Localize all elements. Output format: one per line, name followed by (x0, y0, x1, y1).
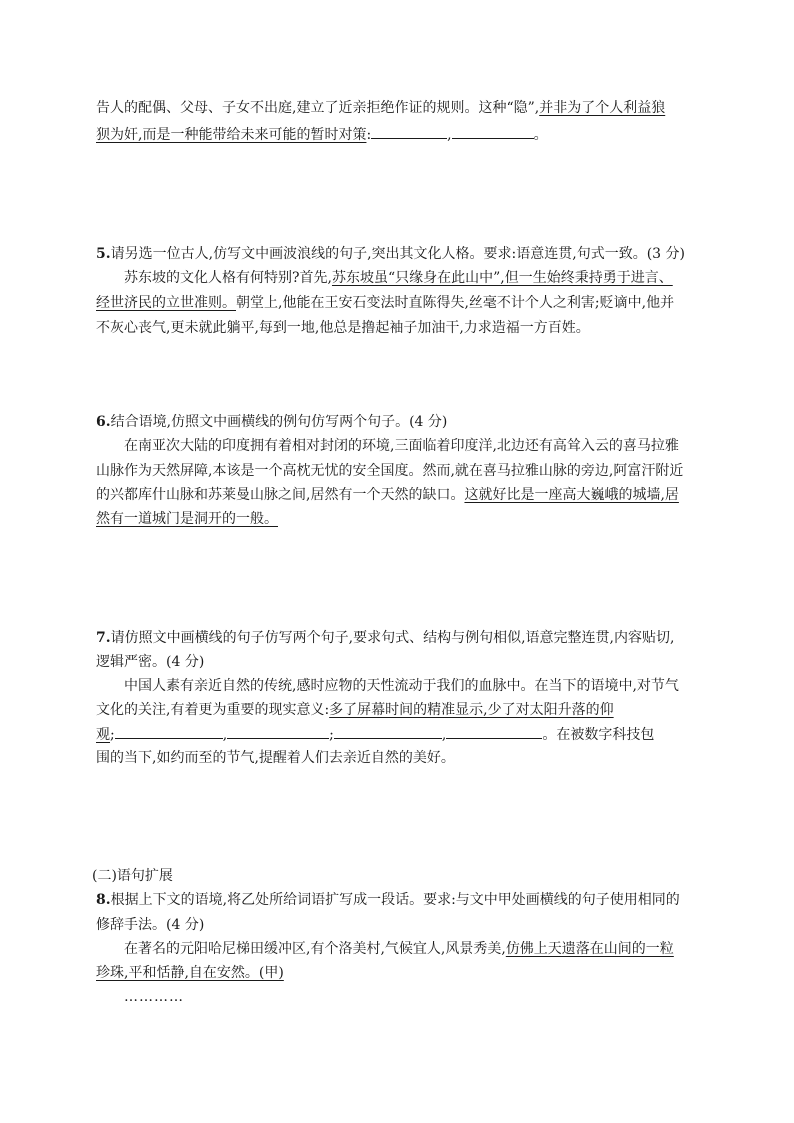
q8-prompt-text: 根据上下文的语境,将乙处所给词语扩写成一段话。要求:与文中甲处画横线的句子使用相同的 (110, 892, 680, 908)
section-title-text: (二)语句扩展 (92, 868, 173, 884)
passage4-line1 (96, 98, 665, 118)
q7-prompt-line1 (96, 628, 674, 648)
q8-prompt-text: 修辞手法。(4 分) (96, 917, 205, 933)
passage4-colon: : (366, 127, 372, 143)
q7-semicolon: ; (110, 727, 115, 743)
q5-line2 (96, 293, 674, 313)
q6-underlined-text: 然有一道城门是洞开的一般。 (96, 511, 278, 527)
q6-line4 (96, 509, 278, 529)
q5-line3 (96, 318, 590, 338)
q8-ellipsis: ………… (124, 989, 184, 1005)
q6-line2 (96, 461, 683, 481)
q6-underlined-text: 这就好比是一座高大巍峨的城墙,居 (464, 487, 679, 503)
q6-number: 6. (96, 414, 111, 430)
q5-wavy-underlined-text: 苏东坡虽“只缘身在此山中”,但一生始终秉持勇于进言、 (331, 270, 673, 286)
q7-prompt-text: 逻辑严密。(4 分) (96, 654, 205, 670)
q7-underlined-text: 多了屏幕时间的精准显示,少了对太阳升落的仰 (329, 702, 614, 718)
q8-prompt-line1 (96, 890, 680, 910)
q8-number: 8. (96, 892, 111, 908)
q7-underlined-text: 观 (96, 727, 110, 743)
q5-text: 朝堂上,他能在王安石变法时直陈得失,丝毫不计个人之利害;贬谪中,他并 (236, 295, 675, 311)
section-title (92, 866, 173, 886)
q7-prompt-text: 请仿照文中画横线的句子仿写两个句子,要求句式、结构与例句相似,语意完整连贯,内容贴切, (110, 630, 675, 646)
q5-prompt (96, 244, 685, 264)
q6-text: 山脉作为天然屏障,本该是一个高枕无忧的安全国度。然而,就在喜马拉雅山脉的旁边,阿富汗附近 (96, 463, 684, 479)
q5-wavy-underlined-text: 经世济民的立世准则。 (96, 295, 236, 311)
q7-comma: , (441, 727, 447, 743)
q7-line1 (124, 676, 679, 696)
answer-blank-2[interactable] (452, 124, 534, 139)
q6-line3 (96, 485, 679, 505)
q7-text: 围的当下,如约而至的节气,提醒着人们去亲近自然的美好。 (96, 750, 455, 766)
answer-blank-4[interactable] (227, 724, 329, 739)
q8-line3 (124, 987, 184, 1007)
passage4-underlined-text: 狈为奸,而是一种能带给未来可能的暂时对策 (96, 127, 367, 143)
q8-prompt-line2 (96, 915, 204, 935)
q7-line4 (96, 748, 455, 768)
q8-line1 (124, 939, 674, 959)
q6-prompt-text: 结合语境,仿照文中画横线的例句仿写两个句子。(4 分) (110, 414, 448, 430)
answer-blank-6[interactable] (446, 724, 542, 739)
passage4-line2 (96, 124, 548, 144)
q8-text: 在著名的元阳哈尼梯田缓冲区,有个洛美村,气候宜人,风景秀美, (124, 941, 506, 957)
q5-number: 5. (96, 246, 111, 262)
q7-prompt-line2 (96, 652, 204, 672)
q7-text: 文化的关注,有着更为重要的现实意义: (96, 702, 330, 718)
q5-prompt-text: 请另选一位古人,仿写文中画波浪线的句子,突出其文化人格。要求:语意连贯,句式一致。(3 分) (110, 246, 685, 262)
q7-semicolon: ; (329, 727, 334, 743)
q7-number: 7. (96, 630, 111, 646)
q5-text: 不灰心丧气,更未就此躺平,每到一地,他总是撸起袖子加油干,力求造福一方百姓。 (96, 320, 590, 336)
q7-line2 (96, 700, 614, 720)
q6-text: 的兴都库什山脉和苏莱曼山脉之间,居然有一个天然的缺口。 (96, 487, 465, 503)
q7-line3 (96, 724, 654, 744)
q8-underlined-text: 仿佛上天遗落在山间的一粒 (505, 941, 674, 957)
passage4-underlined-text: 并非为了个人利益狼 (539, 100, 666, 116)
q8-line2 (96, 963, 284, 983)
passage4-end: 。 (533, 127, 548, 143)
q5-line1 (124, 268, 673, 288)
q7-text: 。在被数字科技包 (542, 727, 655, 743)
passage4-separator: , (447, 127, 452, 143)
q6-line1 (124, 436, 679, 456)
q7-text: 中国人素有亲近自然的传统,感时应物的天性流动于我们的血脉中。在当下的语境中,对节气 (124, 678, 679, 694)
q7-comma: , (222, 727, 228, 743)
q6-text: 在南亚次大陆的印度拥有着相对封闭的环境,三面临着印度洋,北边还有高耸入云的喜马拉雅 (124, 438, 679, 454)
passage4-text: 告人的配偶、父母、子女不出庭,建立了近亲拒绝作证的规则。这种“隐”, (96, 100, 540, 116)
answer-blank-1[interactable] (371, 124, 447, 139)
answer-blank-5[interactable] (334, 724, 442, 739)
answer-blank-3[interactable] (115, 724, 223, 739)
q6-prompt (96, 412, 447, 432)
q8-underlined-text: 珍珠,平和恬静,自在安然。(甲) (96, 965, 284, 981)
q5-text: 苏东坡的文化人格有何特别?首先, (124, 270, 332, 286)
